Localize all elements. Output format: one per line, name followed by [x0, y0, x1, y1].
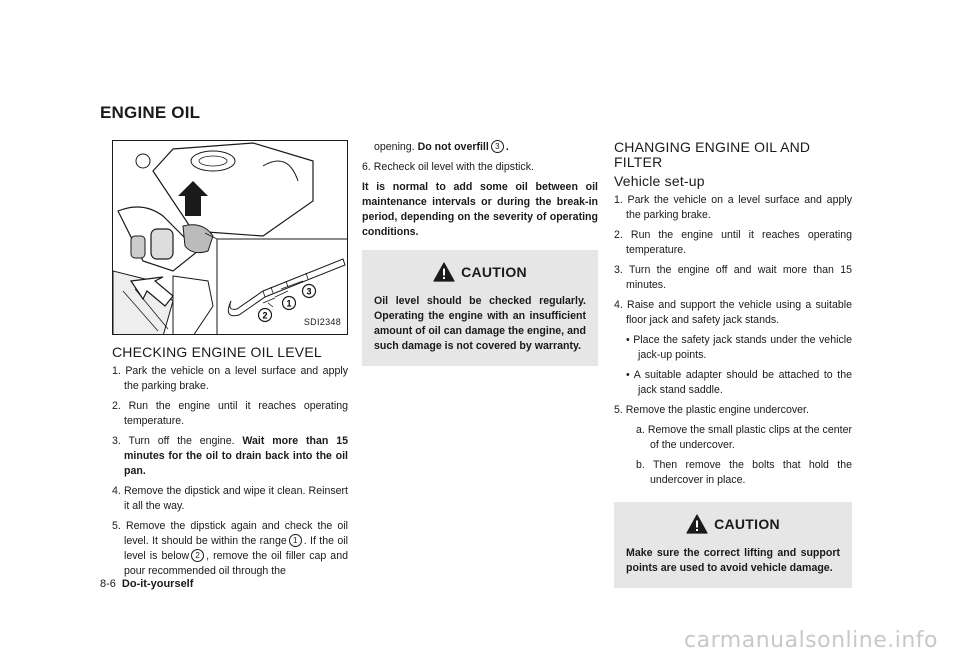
- checking-step-3-text: 3. Turn off the engine.: [112, 435, 235, 447]
- watermark: carmanualsonline.info: [684, 628, 938, 653]
- checking-step-4: 4. Remove the dipstick and wipe it clean. Reinsert it all the way.: [112, 485, 348, 512]
- range-marker-3: 3: [491, 140, 504, 153]
- engine-dipstick-figure: [112, 140, 348, 335]
- checking-step-5-continued: [362, 140, 598, 155]
- caution-header: [374, 260, 586, 284]
- callout-2: [259, 309, 272, 322]
- svg-text:2: 2: [262, 310, 268, 321]
- checking-step-5-period: .: [505, 141, 509, 153]
- changing-bullet-2: • A suitable adapter should be attached to the jack stand saddle.: [626, 369, 852, 396]
- page-footer: [100, 578, 193, 590]
- checking-step-5-text-d: opening.: [374, 141, 415, 153]
- changing-sub-a: a. Remove the small plastic clips at the center of the undercover.: [636, 424, 852, 451]
- overfill-warning: Do not overfill: [417, 141, 489, 153]
- column-right: [614, 140, 852, 588]
- checking-step-5-text-b: . If the oil level is below: [124, 535, 348, 562]
- checking-step-5: [112, 519, 348, 579]
- caution-header: [626, 512, 840, 536]
- changing-step-1: 1. Park the vehicle on a level surface and apply the parking brake.: [614, 194, 852, 221]
- warning-triangle-icon: [433, 262, 455, 282]
- oil-note: It is normal to add some oil between oil maintenance intervals or during the break-in period, depending on the severity of operating conditions.: [362, 181, 598, 238]
- changing-sub-b: b. Then remove the bolts that hold the undercover in place.: [636, 459, 852, 486]
- changing-step-3: 3. Turn the engine off and wait more than 15 minutes.: [614, 264, 852, 291]
- caution-box-lifting: [614, 502, 852, 588]
- svg-text:1: 1: [286, 298, 292, 309]
- caution-box-oil-level: [362, 250, 598, 366]
- checking-step-3: [112, 434, 348, 479]
- range-marker-2: 2: [191, 549, 204, 562]
- changing-step-5: 5. Remove the plastic engine undercover.: [614, 404, 809, 416]
- checking-step-3-warning: Wait more than 15 minutes for the oil to drain back into the oil pan.: [124, 435, 348, 477]
- caution-body: Make sure the correct lifting and support points are used to avoid vehicle damage.: [626, 547, 840, 574]
- section-title: ENGINE OIL: [100, 103, 201, 122]
- warning-triangle-icon: [686, 514, 708, 534]
- caution-title: CAUTION: [714, 515, 780, 532]
- column-middle: [362, 140, 598, 366]
- footer-section: Do-it-yourself: [121, 578, 194, 590]
- checking-step-5-text-c: , remove the oil filler cap and pour recommended oil through the: [124, 550, 348, 577]
- figure-code: SDI2348: [303, 317, 341, 327]
- caution-body: Oil level should be checked regularly. Operating the engine with an insufficient amount of oil can damage the engine, and such damage is not covered by warranty.: [374, 295, 586, 352]
- range-marker-1: 1: [289, 534, 302, 547]
- checking-step-2: 2. Run the engine until it reaches operating temperature.: [112, 400, 348, 427]
- checking-heading: CHECKING ENGINE OIL LEVEL: [112, 344, 322, 360]
- changing-step-4: 4. Raise and support the vehicle using a suitable floor jack and safety jack stands.: [614, 299, 852, 326]
- vehicle-setup-subheading: Vehicle set-up: [614, 173, 705, 189]
- callout-1: [283, 297, 296, 310]
- checking-step-6: 6. Recheck oil level with the dipstick.: [362, 161, 534, 173]
- engine-illustration: [113, 141, 348, 335]
- svg-text:3: 3: [306, 286, 312, 297]
- checking-step-5-text-a: 5. Remove the dipstick again and check the oil level. It should be within the range: [112, 520, 348, 547]
- changing-step-2: 2. Run the engine until it reaches operating temperature.: [614, 229, 852, 256]
- changing-heading: CHANGING ENGINE OIL AND FILTER: [614, 139, 811, 170]
- page-number: 8-6: [100, 578, 116, 590]
- caution-title: CAUTION: [461, 263, 527, 280]
- changing-bullet-1: • Place the safety jack stands under the vehicle jack-up points.: [626, 334, 852, 361]
- callout-3: [303, 285, 316, 298]
- column-left: [112, 140, 348, 584]
- checking-step-1: 1. Park the vehicle on a level surface and apply the parking brake.: [112, 365, 348, 392]
